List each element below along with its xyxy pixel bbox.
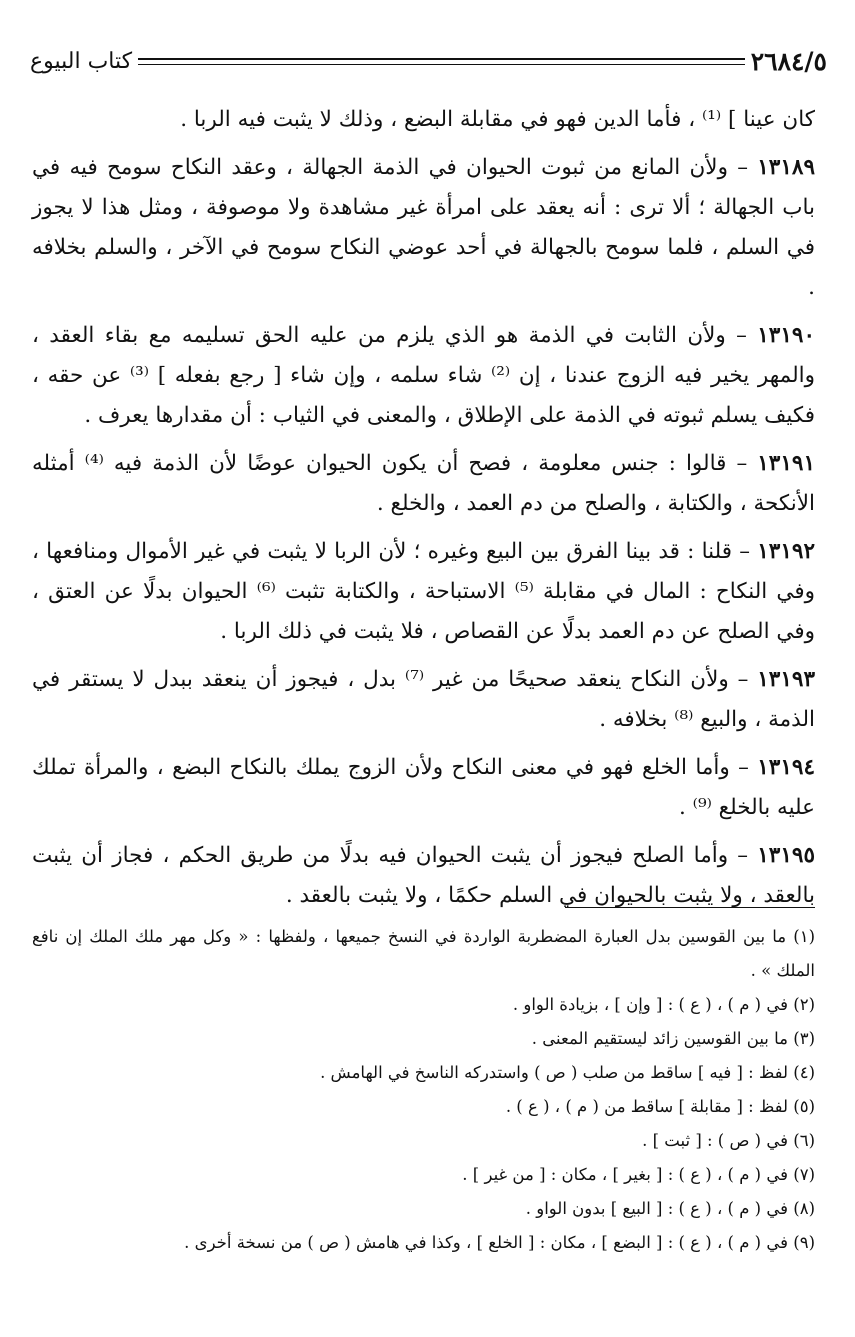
paragraph [32, 748, 815, 828]
paragraph-number: ١٣١٩٤ [757, 755, 815, 780]
footnote: (٧) في ( م ) ، ( ع ) : [ بغير ] ، مكان : [ من غير ] . [462, 1165, 815, 1184]
footnote: (١) ما بين القوسين بدل العبارة المضطربة الواردة في النسخ جميعها ، ولفظها : « وكل مهر ملك الملك إن نافع الملك » . [32, 927, 815, 980]
paragraph-text: – ولأن النكاح ينعقد صحيحًا من غير ⁽⁷⁾ بدل ، فيجوز أن ينعقد ببدل لا يستقر في الذمة ، والبيع ⁽⁸⁾ بخلافه . [32, 667, 815, 732]
paragraph [32, 836, 815, 916]
paragraph-text: – وأما الصلح فيجوز أن يثبت الحيوان فيه بدلًا من طريق الحكم ، فجاز أن يثبت بالعقد ، ولا يثبت بالحيوان في السلم حكمًا ، ولا يثبت بالعقد . [32, 843, 815, 908]
paragraph [32, 100, 815, 140]
paragraph [32, 660, 815, 740]
footnote: (٤) لفظ : [ فيه ] ساقط من صلب ( ص ) واستدركه الناسخ في الهامش . [320, 1063, 815, 1082]
footnote-separator [565, 907, 815, 908]
paragraph-number: ١٣١٨٩ [757, 155, 815, 180]
footnote: (٥) لفظ : [ مقابلة ] ساقط من ( م ) ، ( ع ) . [505, 1097, 815, 1116]
paragraph-text: كان عينا ] ⁽¹⁾ ، فأما الدين فهو في مقابلة البضع ، وذلك لا يثبت فيه الربا . [180, 107, 815, 132]
paragraph-text: – ولأن المانع من ثبوت الحيوان في الذمة الجهالة ، وعقد النكاح سومح فيه في باب الجهالة ؛ ألا ترى : أنه يعقد على امرأة غير مشاهدة ولا موصوفة ، ومثل هذا لا يجوز في السلم ، فلما سومح بالجهالة في أحد عوضي النكاح سومح في الآخر ، والسلم بخلافه . [32, 155, 815, 300]
paragraph-number: ١٣١٩٥ [757, 843, 815, 868]
footnote: (٢) في ( م ) ، ( ع ) : [ وإن ] ، بزيادة الواو . [512, 995, 815, 1014]
book-title: كتاب البيوع [30, 48, 133, 74]
paragraph [32, 532, 815, 652]
paragraph-text: – قلنا : قد بينا الفرق بين البيع وغيره ؛ لأن الربا لا يثبت في غير الأموال ومنافعها ، وفي النكاح : المال في مقابلة ⁽⁵⁾ الاستباحة ، والكتابة تثبت ⁽⁶⁾ الحيوان بدلًا عن العتق ، وفي الصلح عن دم العمد بدلًا عن القصاص ، فلا يثبت في ذلك الربا . [32, 539, 815, 644]
footnote: (٣) ما بين القوسين زائد ليستقيم المعنى . [531, 1029, 815, 1048]
page-number: ٢٦٨٤/٥ [750, 46, 827, 76]
paragraph [32, 444, 815, 524]
paragraph-text: – وأما الخلع فهو في معنى النكاح ولأن الزوج يملك بالنكاح البضع ، والمرأة تملك عليه بالخلع ⁽⁹⁾ . [32, 755, 815, 820]
paragraph-number: ١٣١٩١ [757, 451, 815, 476]
paragraph [32, 148, 815, 308]
paragraph-number: ١٣١٩٣ [757, 667, 815, 692]
paragraph-text: – ولأن الثابت في الذمة هو الذي يلزم من عليه الحق تسليمه مع بقاء العقد ، والمهر يخير فيه الزوج عندنا ، إن ⁽²⁾ شاء سلمه ، وإن شاء [ رجع بفعله ] ⁽³⁾ عن حقه ، فكيف يسلم ثبوته في الذمة على الإطلاق ، والمعنى في الثياب : أن مقدارها يعرف . [32, 323, 815, 428]
footnotes [32, 920, 815, 1260]
page-header [30, 44, 827, 78]
footnote: (٩) في ( م ) ، ( ع ) : [ البضع ] ، مكان : [ الخلع ] ، وكذا في هامش ( ص ) من نسخة أخرى . [184, 1233, 815, 1252]
footnote: (٨) في ( م ) ، ( ع ) : [ البيع ] بدون الواو . [525, 1199, 815, 1218]
paragraph-number: ١٣١٩٠ [757, 323, 815, 348]
paragraph [32, 316, 815, 436]
paragraph-text: – قالوا : جنس معلومة ، فصح أن يكون الحيوان عوضًا لأن الذمة فيه ⁽⁴⁾ أمثله الأنكحة ، والكتابة ، والصلح من دم العمد ، والخلع . [32, 451, 815, 516]
main-text [32, 100, 815, 924]
footnote: (٦) في ( ص ) : [ ثبت ] . [642, 1131, 815, 1150]
header-rule [138, 58, 745, 65]
paragraph-number: ١٣١٩٢ [757, 539, 815, 564]
